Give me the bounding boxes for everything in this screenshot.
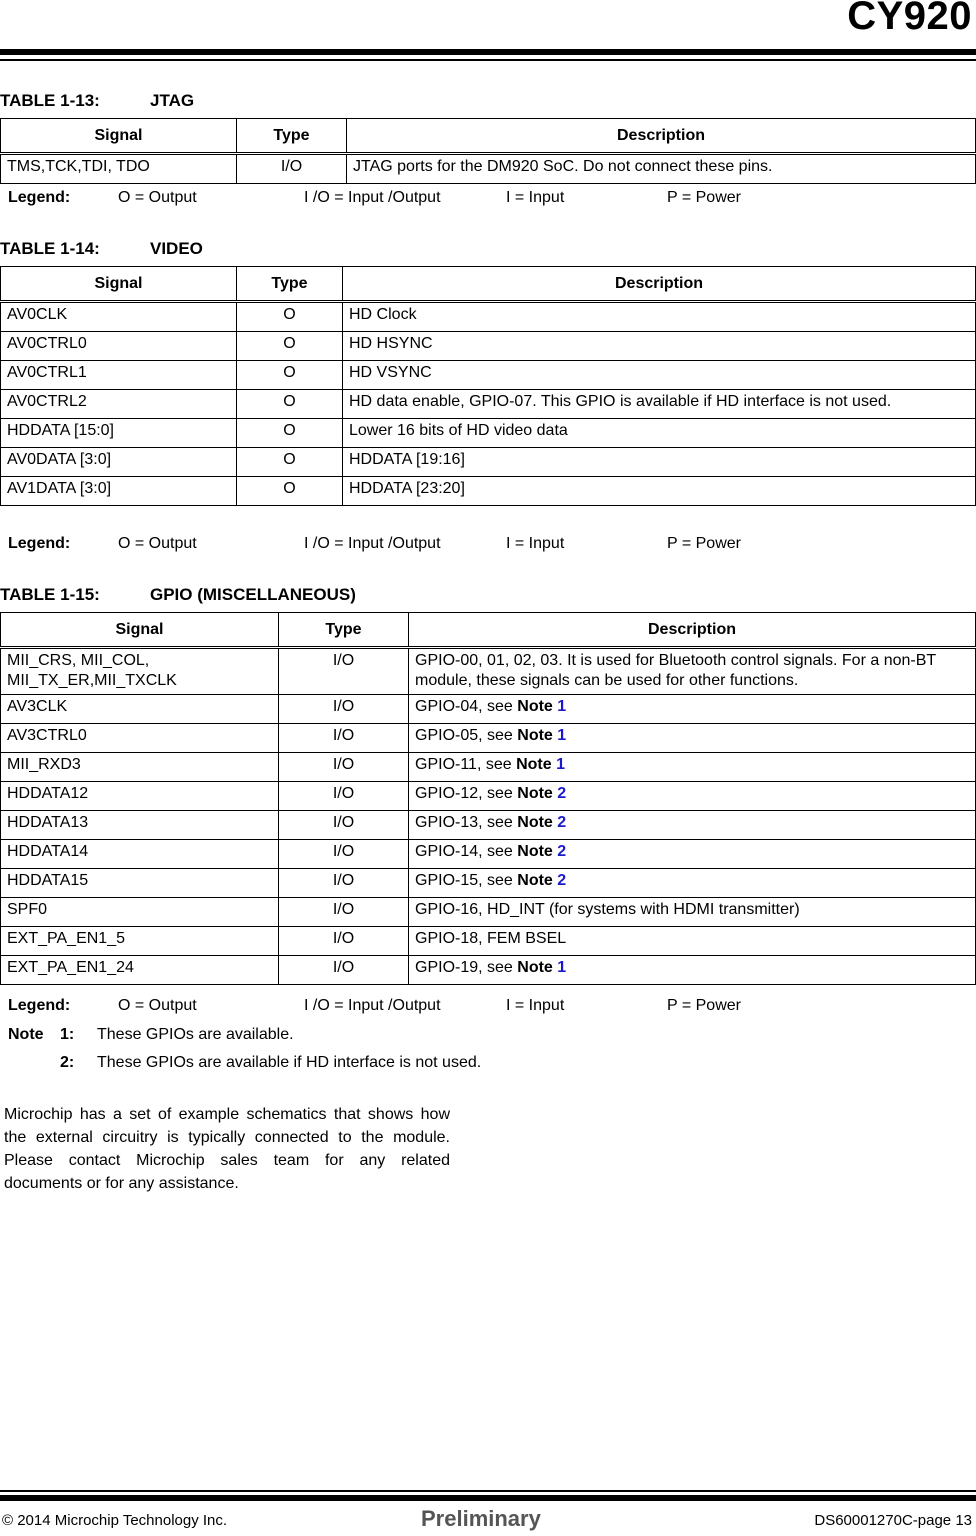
note-label: Note [8, 1026, 44, 1043]
description-text: GPIO-04, see [415, 698, 518, 715]
note-reference-number: 2 [557, 785, 567, 802]
description-text: HD data enable, GPIO-07. This GPIO is available if HD interface is not used. [349, 393, 892, 410]
legend-input: I = Input [506, 535, 565, 552]
type-cell: I/O [279, 956, 409, 985]
description-cell [409, 811, 976, 840]
description-text: GPIO-00, 01, 02, 03. It is used for Bluetooth control signals. For a non-BT module, these signals can be used for other functions. [415, 652, 936, 689]
description-cell [343, 448, 976, 477]
legend [8, 189, 968, 211]
description-text: GPIO-14, see [415, 843, 518, 860]
description-cell [343, 332, 976, 361]
signal-cell: HDDATA [15:0] [1, 419, 237, 448]
table-row [1, 419, 976, 448]
description-cell [409, 927, 976, 956]
description-text: HD VSYNC [349, 364, 432, 381]
table-caption-gpio [0, 585, 356, 605]
description-cell [409, 695, 976, 724]
signal-cell: AV1DATA [3:0] [1, 477, 237, 506]
table-row [1, 869, 976, 898]
signal-line: MII_CRS, MII_COL, [7, 652, 150, 669]
note-item [8, 1054, 968, 1082]
note-reference-label: Note [517, 843, 553, 860]
column-header-type: Type [237, 119, 347, 154]
legend-label: Legend: [8, 997, 71, 1014]
table-title: JTAG [150, 91, 195, 110]
note-reference-label: Note [517, 872, 553, 889]
video-table [0, 266, 976, 506]
legend-label: Legend: [8, 189, 71, 206]
legend-output: O = Output [118, 535, 197, 552]
description-cell [343, 390, 976, 419]
header-rule-thin [0, 59, 976, 61]
type-cell: I/O [279, 898, 409, 927]
signal-cell: TMS,TCK,TDI, TDO [1, 154, 237, 184]
description-text: GPIO-05, see [415, 727, 518, 744]
document-title: CY920 [847, 0, 972, 38]
legend [8, 535, 968, 557]
description-text: JTAG ports for the DM920 SoC. Do not connect these pins. [353, 158, 773, 175]
description-cell [409, 753, 976, 782]
note-reference-number: 2 [557, 843, 567, 860]
table-row [1, 753, 976, 782]
description-text: GPIO-13, see [415, 814, 518, 831]
table-row [1, 724, 976, 753]
signal-cell: AV0CTRL2 [1, 390, 237, 419]
table-row [1, 477, 976, 506]
legend-inout: I /O = Input /Output [304, 189, 441, 206]
table-caption-video [0, 239, 203, 259]
description-text: GPIO-19, see [415, 959, 518, 976]
column-header-signal: Signal [1, 119, 237, 154]
type-cell: I/O [279, 840, 409, 869]
table-row [1, 956, 976, 985]
legend-inout: I /O = Input /Output [304, 997, 441, 1014]
gpio-table [0, 612, 976, 985]
description-text: GPIO-16, HD_INT (for systems with HDMI transmitter) [415, 901, 800, 918]
description-cell [343, 302, 976, 332]
page-footer [0, 1506, 976, 1536]
description-cell [409, 840, 976, 869]
signal-cell [1, 648, 279, 695]
type-cell: O [237, 419, 343, 448]
table-row [1, 390, 976, 419]
legend [8, 997, 968, 1019]
table-number: TABLE 1-14: [0, 239, 100, 258]
description-text: HD Clock [349, 306, 417, 323]
type-cell: O [237, 361, 343, 390]
signal-cell: HDDATA13 [1, 811, 279, 840]
note-reference-label: Note [516, 756, 552, 773]
description-cell [343, 477, 976, 506]
table-row [1, 448, 976, 477]
signal-cell: EXT_PA_EN1_5 [1, 927, 279, 956]
signal-cell: AV3CTRL0 [1, 724, 279, 753]
table-row [1, 782, 976, 811]
note-reference-number: 1 [557, 698, 567, 715]
signal-cell: AV0CTRL0 [1, 332, 237, 361]
column-header-type: Type [237, 267, 343, 302]
column-header-description: Description [347, 119, 976, 154]
description-text: GPIO-15, see [415, 872, 518, 889]
description-text: HD HSYNC [349, 335, 433, 352]
type-cell: O [237, 477, 343, 506]
table-row [1, 695, 976, 724]
table-notes [8, 1026, 968, 1082]
table-row [1, 154, 976, 184]
signal-cell: EXT_PA_EN1_24 [1, 956, 279, 985]
legend-input: I = Input [506, 997, 565, 1014]
table-row [1, 898, 976, 927]
signal-cell: HDDATA14 [1, 840, 279, 869]
description-cell [409, 724, 976, 753]
signal-cell: HDDATA12 [1, 782, 279, 811]
note-item [8, 1026, 968, 1054]
signal-cell: MII_RXD3 [1, 753, 279, 782]
note-number: 2: [60, 1054, 75, 1071]
description-text: GPIO-18, FEM BSEL [415, 930, 567, 947]
type-cell: I/O [279, 811, 409, 840]
note-reference-label: Note [517, 698, 553, 715]
signal-cell: AV3CLK [1, 695, 279, 724]
table-row [1, 332, 976, 361]
description-cell [409, 869, 976, 898]
legend-power: P = Power [667, 535, 741, 552]
signal-cell: AV0CLK [1, 302, 237, 332]
signal-cell: HDDATA15 [1, 869, 279, 898]
note-reference-number: 1 [557, 959, 567, 976]
note-reference-label: Note [517, 814, 553, 831]
note-reference-number: 2 [557, 872, 567, 889]
column-header-signal: Signal [1, 613, 279, 648]
table-row [1, 927, 976, 956]
table-row [1, 302, 976, 332]
type-cell: O [237, 448, 343, 477]
footer-copyright: © 2014 Microchip Technology Inc. [2, 1512, 228, 1529]
note-reference-number: 1 [556, 756, 565, 773]
type-cell: I/O [279, 724, 409, 753]
note-reference-number: 1 [557, 727, 567, 744]
signal-cell: SPF0 [1, 898, 279, 927]
table-row [1, 648, 976, 695]
note-number: 1: [60, 1026, 75, 1043]
signal-line: MII_TX_ER,MII_TXCLK [7, 672, 177, 689]
table-title: GPIO (MISCELLANEOUS) [150, 585, 356, 604]
description-cell [347, 154, 976, 184]
type-cell: O [237, 332, 343, 361]
description-cell [343, 361, 976, 390]
note-reference-label: Note [517, 785, 553, 802]
type-cell: I/O [279, 782, 409, 811]
footer-rule-thin [0, 1490, 976, 1492]
type-cell: O [237, 302, 343, 332]
table-number: TABLE 1-13: [0, 91, 100, 110]
description-text: Lower 16 bits of HD video data [349, 422, 568, 439]
description-text: HDDATA [19:16] [349, 451, 465, 468]
table-row [1, 361, 976, 390]
type-cell: O [237, 390, 343, 419]
type-cell: I/O [279, 869, 409, 898]
table-row [1, 840, 976, 869]
body-paragraph: Microchip has a set of example schematics that shows how the external circuitry is typically connected to the module. Please contact Microchip sales team for any related documents or for any assistance. [4, 1106, 450, 1192]
description-cell [409, 782, 976, 811]
column-header-description: Description [343, 267, 976, 302]
type-cell: I/O [279, 695, 409, 724]
jtag-table [0, 118, 976, 184]
legend-input: I = Input [506, 189, 565, 206]
table-caption-jtag [0, 91, 195, 111]
signal-cell: AV0CTRL1 [1, 361, 237, 390]
description-text: HDDATA [23:20] [349, 480, 465, 497]
description-cell [409, 648, 976, 695]
note-reference-label: Note [517, 959, 553, 976]
description-cell [409, 898, 976, 927]
legend-label: Legend: [8, 535, 71, 552]
description-cell [343, 419, 976, 448]
column-header-signal: Signal [1, 267, 237, 302]
column-header-type: Type [279, 613, 409, 648]
note-reference-label: Note [517, 727, 553, 744]
footer-rule [0, 1495, 976, 1501]
table-title: VIDEO [150, 239, 203, 258]
legend-output: O = Output [118, 189, 197, 206]
table-number: TABLE 1-15: [0, 585, 100, 604]
note-text: These GPIOs are available if HD interface is not used. [97, 1054, 482, 1071]
note-reference-number: 2 [557, 814, 567, 831]
table-row [1, 811, 976, 840]
legend-inout: I /O = Input /Output [304, 535, 441, 552]
note-text: These GPIOs are available. [97, 1026, 294, 1043]
column-header-description: Description [409, 613, 976, 648]
footer-status: Preliminary [421, 1506, 541, 1531]
legend-power: P = Power [667, 997, 741, 1014]
type-cell: I/O [279, 753, 409, 782]
description-text: GPIO-12, see [415, 785, 518, 802]
signal-cell: AV0DATA [3:0] [1, 448, 237, 477]
legend-output: O = Output [118, 997, 197, 1014]
legend-power: P = Power [667, 189, 741, 206]
type-cell: I/O [279, 648, 409, 695]
description-cell [409, 956, 976, 985]
type-cell: I/O [279, 927, 409, 956]
description-text: GPIO-11, see [415, 756, 517, 773]
footer-page-number: DS60001270C-page 13 [814, 1512, 972, 1529]
type-cell: I/O [237, 154, 347, 184]
header-rule [0, 49, 976, 55]
